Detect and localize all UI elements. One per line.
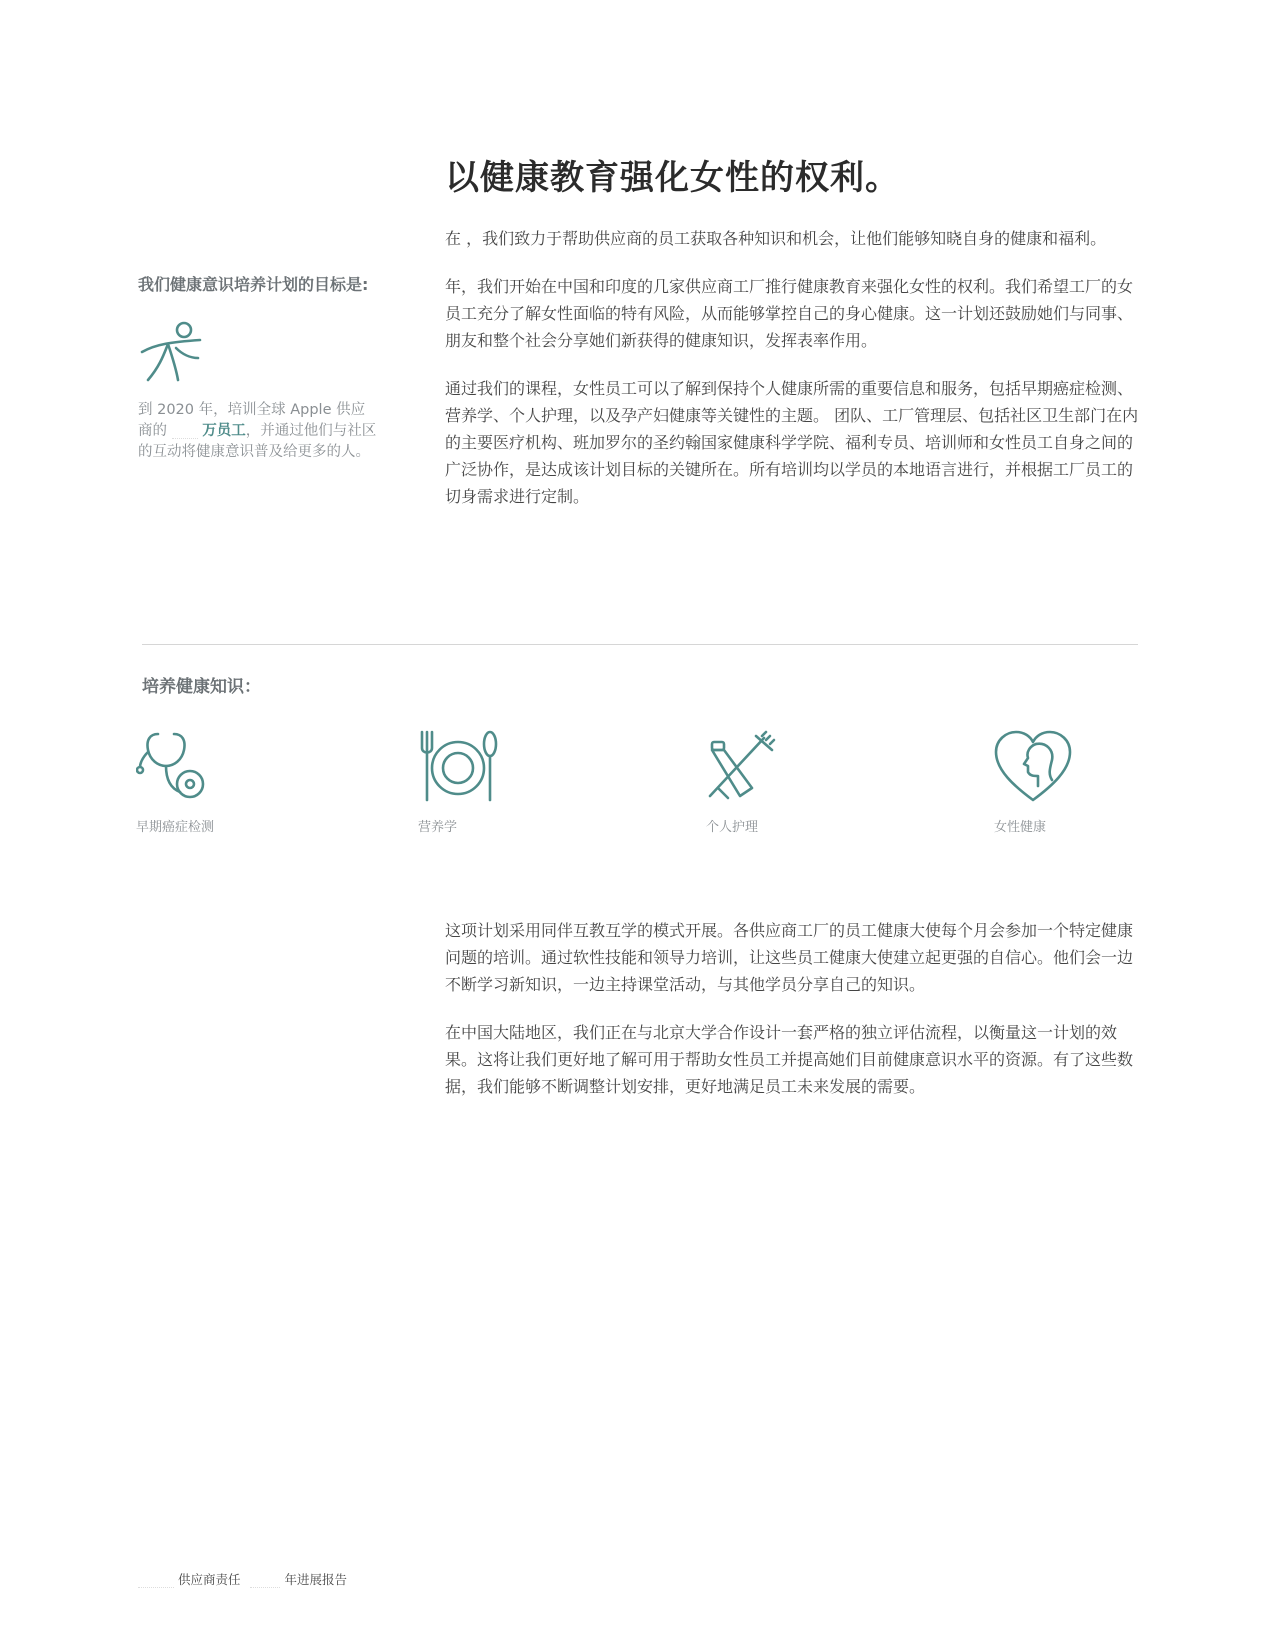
page-title: 以健康教育强化女性的权利。 xyxy=(445,158,900,198)
topic-item xyxy=(994,730,1194,835)
redaction-blank xyxy=(138,1573,174,1588)
goal-highlight: 万员工 xyxy=(202,423,246,439)
redaction-blank xyxy=(172,424,198,439)
goal-heading: 我们健康意识培养计划的目标是: xyxy=(138,275,369,294)
section-divider xyxy=(142,644,1138,645)
heart-icon xyxy=(994,730,1194,802)
footer-part-2: 年进展报告 xyxy=(284,1572,347,1587)
program-paragraph-2: 在中国大陆地区，我们正在与北京大学合作设计一套严格的独立评估流程，以衡量这一计划的效果。这将让我们更好地了解可用于帮助女性员工并提高她们目前健康意识水平的资源。有了这些数据，我们能够不断调整计划安排，更好地满足员工未来发展的需要。 xyxy=(445,1023,1134,1096)
program-paragraph-1: 这项计划采用同伴互教互学的模式开展。各供应商工厂的员工健康大使每个月会参加一个特定健康问题的培训。通过软性技能和领导力培训，让这些员工健康大使建立起更强的自信心。他们会一边不断学习新知识，一边主持课堂活动，与其他学员分享自己的知识。 xyxy=(445,921,1134,994)
goal-text-before: 到 2020 年，培训全球 Apple 供应商的 xyxy=(138,402,366,439)
program-section xyxy=(445,917,1145,1121)
page-footer xyxy=(138,1570,347,1588)
toothbrush-icon xyxy=(706,730,906,802)
intro-paragraph-3: 通过我们的课程，女性员工可以了解到保持个人健康所需的重要信息和服务，包括早期癌症检测、营养学、个人护理，以及孕产妇健康等关键性的主题。 团队、工厂管理层、包括社区卫生部门在内的主要医疗机构、班加罗尔的圣约翰国家健康科学学院、福利专员、培训师和女性员工自身之间的广泛协作，是达成该计划目标的关键所在。所有培训均以学员的本地语言进行，并根据工厂员工的切身需求进行定制。 xyxy=(445,379,1139,506)
stethoscope-icon xyxy=(136,730,336,802)
redaction-blank xyxy=(250,1573,280,1588)
intro-paragraph-2: 年，我们开始在中国和印度的几家供应商工厂推行健康教育来强化女性的权利。我们希望工厂的女员工充分了解女性面临的特有风险，从而能够掌控自己的身心健康。这一计划还鼓励她们与同事、朋友和整个社会分享她们新获得的健康知识，发挥表率作用。 xyxy=(445,277,1134,350)
plate-icon xyxy=(418,730,618,802)
intro-section xyxy=(445,225,1145,531)
topic-item xyxy=(706,730,906,835)
topics-heading: 培养健康知识： xyxy=(142,677,261,697)
topic-label: 女性健康 xyxy=(994,820,1047,835)
topic-label: 个人护理 xyxy=(706,820,759,835)
topic-label: 营养学 xyxy=(418,820,458,835)
footer-part-1: 供应商责任 xyxy=(177,1572,241,1587)
figure-icon xyxy=(138,318,204,384)
topic-label: 早期癌症检测 xyxy=(136,820,215,835)
topic-item xyxy=(136,730,336,835)
goal-text xyxy=(138,400,378,463)
goal-text-after: ，并通过他们与社区的互动将健康意识普及给更多的人。 xyxy=(138,423,377,460)
topic-item xyxy=(418,730,618,835)
intro-paragraph-1: 在 ，我们致力于帮助供应商的员工获取各种知识和机会，让他们能够知晓自身的健康和福利。 xyxy=(445,229,1107,248)
